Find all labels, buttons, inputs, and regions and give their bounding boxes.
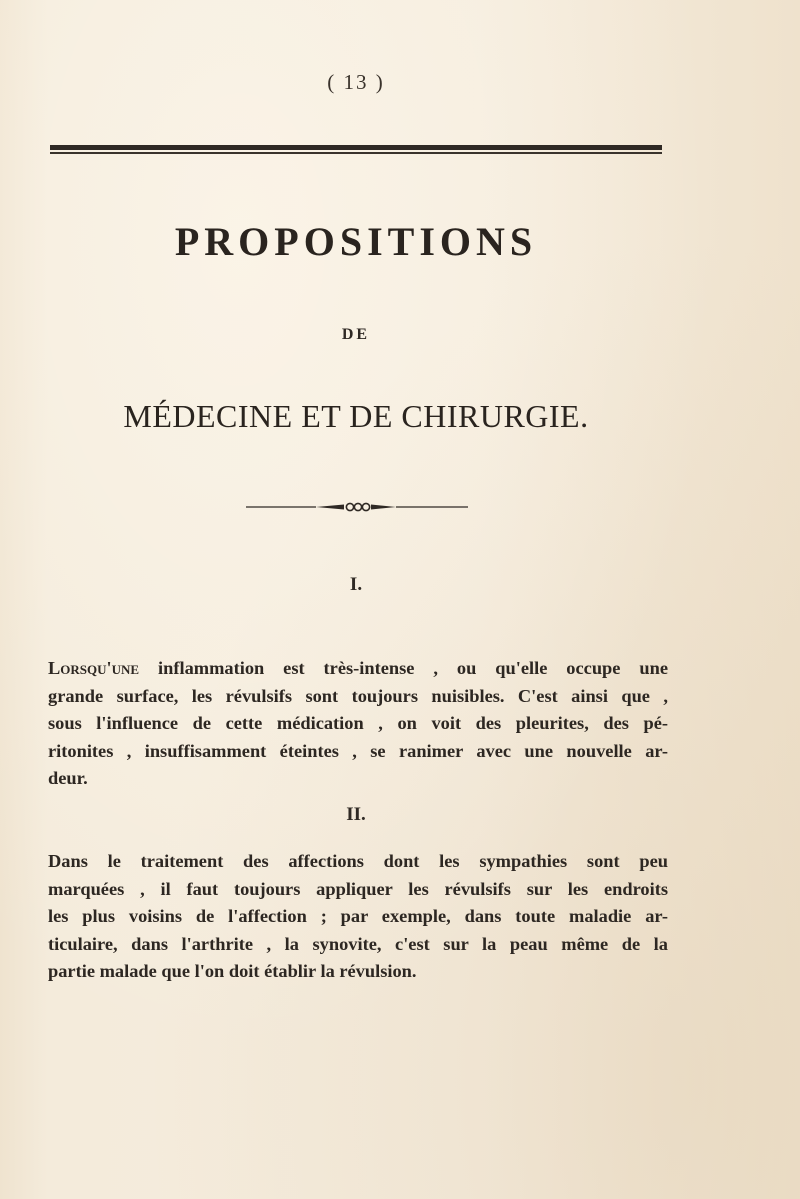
page-number: ( 13 ) (327, 70, 385, 94)
ornament-ring-3 (362, 503, 369, 510)
page-subtitle: MÉDECINE ET DE CHIRURGIE. (123, 398, 589, 434)
section-numeral-1: I. (349, 574, 363, 595)
paragraph-lead-word: Lorsqu'une (48, 658, 140, 678)
paragraph-line: partie malade que l'on doit établir la révulsion. (48, 961, 417, 981)
paragraph-line: grande surface, les révulsifs sont toujours nuisibles. C'est ainsi que , (48, 685, 668, 706)
paragraph-line: deur. (48, 768, 88, 788)
paragraph-line: sous l'influence de cette médication , on voit des pleurites, des pé- (48, 713, 668, 733)
ornament-taper-right (371, 505, 396, 510)
paragraph-line: ticulaire, dans l'arthrite , la synovite, c'est sur la peau même de la (48, 933, 668, 954)
header-double-rule (50, 145, 662, 154)
paragraph-line-text: inflammation est très-intense , ou qu'elle occupe une (139, 658, 668, 678)
paragraph-line: Dans le traitement des affections dont les sympathies sont peu (48, 851, 668, 871)
paragraph-line: les plus voisins de l'affection ; par exemple, dans toute maladie ar- (48, 906, 668, 926)
section-2-paragraph (48, 848, 668, 986)
header-rule-thin (50, 152, 662, 154)
page-title: PROPOSITIONS (174, 219, 538, 264)
section-numeral-2: II. (346, 804, 366, 825)
paragraph-line: ritonites , insuffisamment éteintes , se ranimer avec une nouvelle ar- (48, 740, 668, 761)
title-connector: DE (341, 326, 371, 343)
ornament-taper-left (316, 505, 344, 510)
header-rule-thick (50, 145, 662, 150)
paragraph-line: marquées , il faut toujours appliquer les révulsifs sur les endroits (48, 878, 668, 899)
ornament-ring-2 (354, 503, 361, 510)
paragraph-line (48, 655, 668, 683)
ornamental-divider-icon (246, 500, 468, 514)
ornament-ring-1 (346, 503, 353, 510)
section-1-paragraph (48, 655, 668, 793)
